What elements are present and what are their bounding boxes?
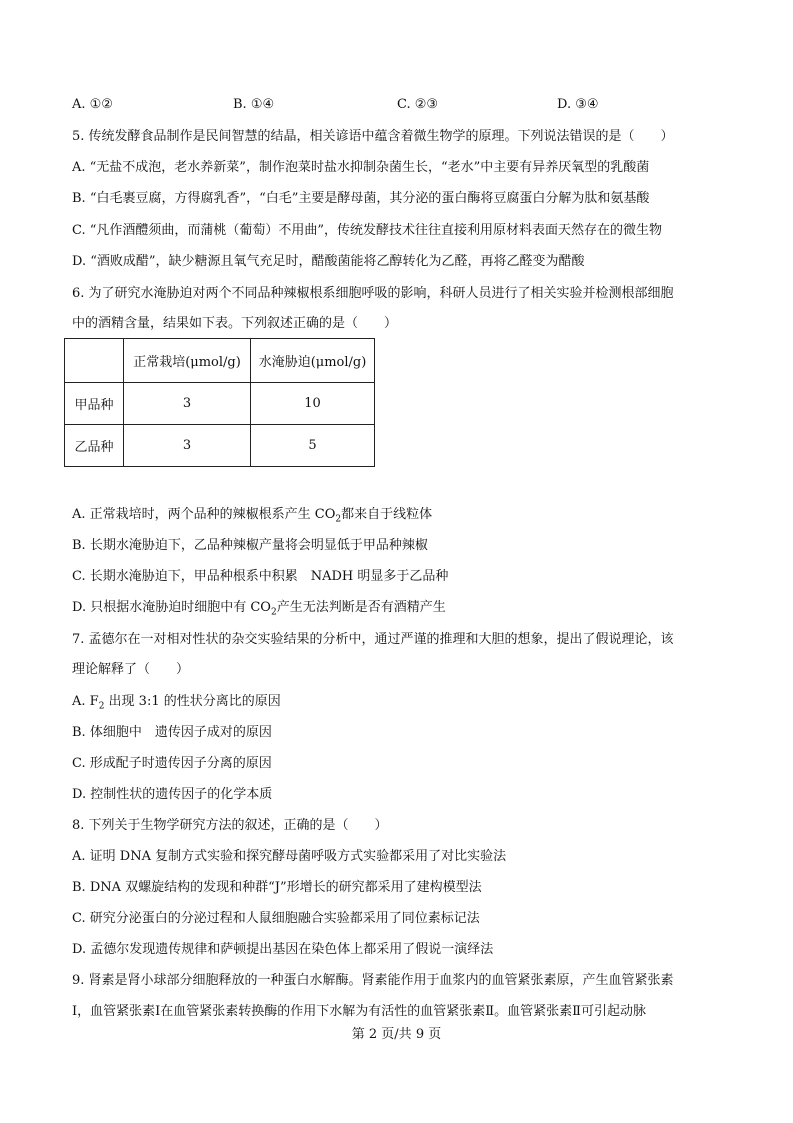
table-cell-flooded: 5 (251, 425, 375, 467)
q7-option-a-subscript: 2 (98, 701, 105, 712)
q6-option-d-text: D. 只根据水淹胁迫时细胞中有 CO (72, 600, 271, 615)
table-header-row (65, 339, 375, 383)
table-cell-normal: 3 (124, 425, 251, 467)
table-header-normal: 正常栽培(μmol/g) (124, 339, 251, 383)
q8-option-b: B. DNA 双螺旋结构的发现和种群“J”形增长的研究都采用了建构模型法 (72, 880, 482, 895)
prev-option-d: D. ③④ (557, 97, 599, 112)
q8-stem: 8. 下列关于生物学研究方法的叙述，正确的是（ ） (72, 818, 388, 833)
q7-option-a (72, 694, 281, 715)
table-header-empty (65, 339, 124, 383)
alcohol-content-table (64, 338, 375, 467)
q9-line1: 9. 肾素是肾小球部分细胞释放的一种蛋白水解酶。肾素能作用于血浆内的血管紧张素原，产生血管紧张素 (72, 973, 674, 988)
q6-option-a (72, 507, 432, 528)
q5-option-d: D. “酒败成醋”，缺少糖源且氧气充足时，醋酸菌能将乙醇转化为乙醛，再将乙醛变为醋酸 (72, 254, 585, 269)
q6-stem-line2: 中的酒精含量，结果如下表。下列叙述正确的是（ ） (72, 316, 398, 331)
table-row (65, 425, 375, 467)
table-row-label: 甲品种 (65, 383, 124, 425)
q6-option-a-text: A. 正常栽培时，两个品种的辣椒根系产生 CO (72, 507, 336, 522)
q7-stem-line1: 7. 孟德尔在一对相对性状的杂交实验结果的分析中，通过严谨的推理和大胆的想象，提出了假说理论，该 (72, 632, 674, 647)
q8-option-c: C. 研究分泌蛋白的分泌过程和人鼠细胞融合实验都采用了同位素标记法 (72, 911, 480, 926)
table-cell-flooded: 10 (251, 383, 375, 425)
q6-option-a-subscript: 2 (335, 514, 342, 525)
q7-option-a-text: A. F (72, 694, 99, 709)
q5-option-b: B. “白毛裹豆腐，方得腐乳香”，“白毛”主要是酵母菌，其分泌的蛋白酶将豆腐蛋白分解为肽和氨基酸 (72, 191, 650, 206)
q7-option-d: D. 控制性状的遗传因子的化学本质 (72, 787, 273, 802)
q7-stem-line2: 理论解释了（ ） (72, 662, 190, 677)
q7-option-c: C. 形成配子时遗传因子分离的原因 (72, 756, 272, 771)
prev-option-a: A. ①② (72, 97, 113, 112)
q7-option-b: B. 体细胞中 遗传因子成对的原因 (72, 725, 272, 740)
q6-option-b: B. 长期水淹胁迫下，乙品种辣椒产量将会明显低于甲品种辣椒 (72, 538, 428, 553)
q6-stem-line1: 6. 为了研究水淹胁迫对两个不同品种辣椒根系细胞呼吸的影响，科研人员进行了相关实验并检测根部细胞 (72, 286, 674, 301)
q6-option-d-subscript: 2 (270, 607, 277, 618)
table-row (65, 383, 375, 425)
prev-option-c: C. ②③ (397, 97, 439, 112)
q8-option-d: D. 孟德尔发现遗传规律和萨顿提出基因在染色体上都采用了假说一演绎法 (72, 942, 494, 957)
table-row-label: 乙品种 (65, 425, 124, 467)
prev-option-b: B. ①④ (233, 97, 275, 112)
page-footer: 第 2 页/共 9 页 (351, 1027, 442, 1042)
table-header-flooded: 水淹胁迫(μmol/g) (251, 339, 375, 383)
q8-option-a: A. 证明 DNA 复制方式实验和探究酵母菌呼吸方式实验都采用了对比实验法 (72, 849, 507, 864)
q7-option-a-text-end: 出现 3:1 的性状分离比的原因 (104, 694, 281, 709)
q5-stem: 5. 传统发酵食品制作是民间智慧的结晶，相关谚语中蕴含着微生物学的原理。下列说法错误的是（ ） (72, 129, 674, 144)
q5-option-a: A. “无盐不成泡，老水养新菜”，制作泡菜时盐水抑制杂菌生长，“老水”中主要有异养厌氧型的乳酸菌 (72, 160, 650, 175)
q5-option-c: C. “凡作酒醴须曲，而蒲桃（葡萄）不用曲”，传统发酵技术往往直接利用原材料表面天然存在的微生物 (72, 223, 663, 238)
q6-option-d-text-end: 产生无法判断是否有酒精产生 (276, 600, 446, 615)
table-cell-normal: 3 (124, 383, 251, 425)
q6-option-a-text-end: 都来自于线粒体 (341, 507, 433, 522)
q6-option-d (72, 600, 446, 621)
q9-line2: Ⅰ，血管紧张素Ⅰ在血管紧张素转换酶的作用下水解为有活性的血管紧张素Ⅱ。血管紧张素Ⅱ可引起动脉 (72, 1004, 646, 1019)
q6-option-c: C. 长期水淹胁迫下，甲品种根系中积累 NADH 明显多于乙品种 (72, 569, 449, 584)
